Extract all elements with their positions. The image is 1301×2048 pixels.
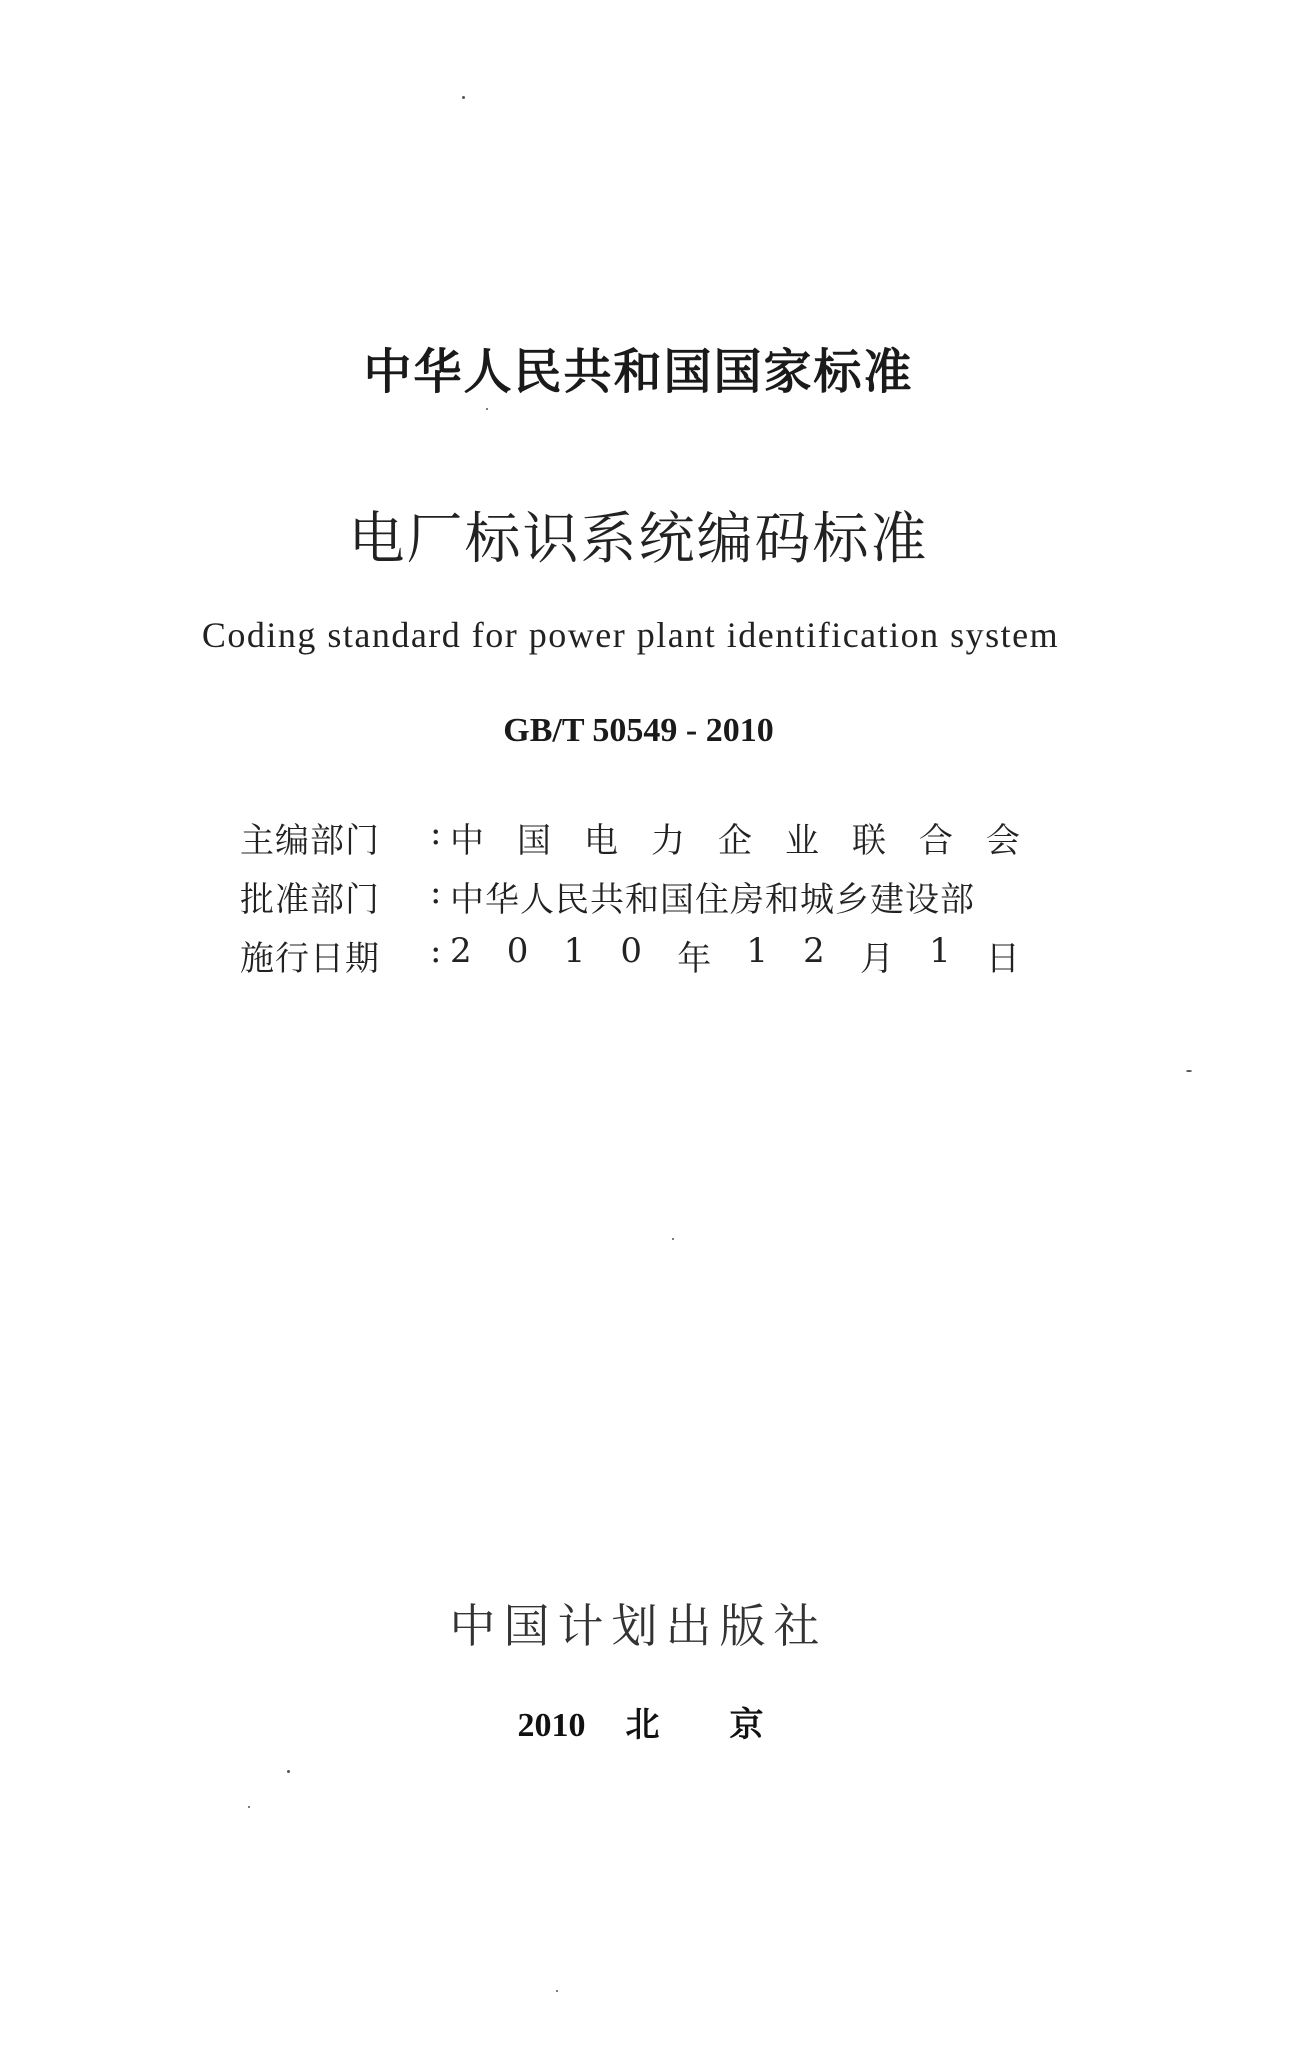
city-char-2: 京	[729, 1707, 764, 1744]
document-title-english: Coding standard for power plant identification system	[201, 615, 1060, 655]
approver-department-label: 批准部门	[240, 880, 380, 920]
editor-char: 电	[584, 821, 618, 861]
date-char: 2	[450, 931, 472, 971]
editor-char: 中	[450, 821, 484, 861]
effective-date-colon: :	[430, 931, 442, 971]
date-char: 年	[677, 939, 712, 979]
editor-char: 合	[919, 821, 953, 861]
approver-department-value: 中华人民共和国住房和城乡建设部	[450, 880, 975, 920]
editor-char: 业	[785, 821, 819, 861]
date-char: 日	[985, 939, 1020, 979]
scan-speck	[486, 408, 488, 410]
date-char: 0	[506, 931, 529, 971]
editor-department-label: 主编部门	[240, 821, 380, 861]
approver-department-colon: :	[430, 872, 442, 912]
editor-department-colon: :	[430, 813, 442, 853]
scan-speck	[287, 1770, 290, 1773]
effective-date-label: 施行日期	[240, 939, 380, 979]
national-standard-heading: 中华人民共和国国家标准	[363, 344, 914, 400]
editor-char: 会	[986, 821, 1020, 861]
effective-date-row	[240, 931, 1020, 980]
publication-year: 2010	[517, 1707, 586, 1744]
date-char: 月	[859, 939, 894, 979]
editor-char: 力	[651, 821, 685, 861]
publisher-name: 中国计划出版社	[449, 1599, 828, 1653]
standard-code: GB/T 50549 - 2010	[503, 712, 774, 749]
scan-speck	[248, 1806, 250, 1808]
editor-department-row	[240, 813, 1020, 862]
date-char: 1	[746, 931, 768, 971]
editor-char: 联	[852, 821, 886, 861]
editor-char: 企	[718, 821, 752, 861]
city-char-1: 北	[625, 1707, 660, 1744]
date-char: 0	[620, 931, 643, 971]
scan-speck	[1186, 1070, 1192, 1072]
document-title-chinese: 电厂标识系统编码标准	[348, 507, 929, 572]
date-char: 1	[929, 931, 951, 971]
editor-department-value	[450, 813, 1020, 862]
date-char: 2	[803, 931, 825, 971]
scan-speck	[462, 96, 465, 99]
approver-department-row	[240, 872, 1020, 921]
scan-speck	[672, 1238, 674, 1240]
publication-place	[0, 1697, 1291, 1746]
date-char: 1	[563, 931, 586, 971]
scan-speck	[556, 1990, 558, 1992]
effective-date-value	[450, 931, 1020, 980]
editor-char: 国	[517, 821, 551, 861]
